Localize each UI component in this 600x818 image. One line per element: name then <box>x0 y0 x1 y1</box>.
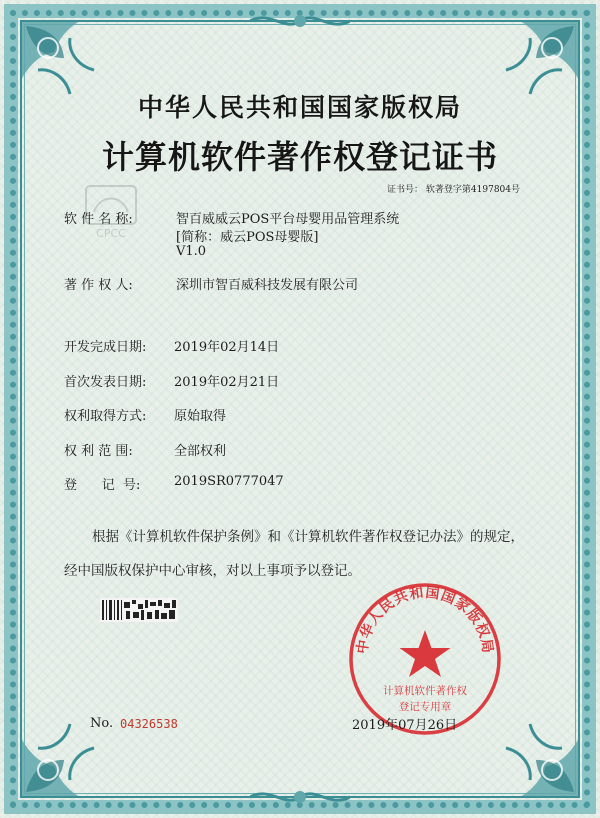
first-publish-date-value: 2019年02月21日 <box>174 375 280 390</box>
bottom-center-ornament <box>250 784 350 810</box>
certificate-title: 计算机软件著作权登记证书 <box>101 138 498 176</box>
certificate-number: 证书号： 软著登字第4197804号 <box>387 185 520 195</box>
registration-statement: 根据《计算机软件保护条例》和《计算机软件著作权登记办法》的规定，经中国版权保护中心审核，对以上事项予以登记。 <box>64 529 524 579</box>
rights-scope-label: 权 利 范 围: <box>64 444 133 459</box>
registration-number-label: 登 记 号: <box>64 478 141 493</box>
issue-date: 2019年07月26日 <box>352 718 458 733</box>
software-short-name-value: [简称：威云POS母婴版] <box>176 230 319 245</box>
software-version-value: V1.0 <box>176 244 207 259</box>
seal-star-icon <box>400 630 451 677</box>
acquisition-method-value: 原始取得 <box>174 409 227 424</box>
issuing-authority-title: 中华人民共和国国家版权局 <box>137 93 462 122</box>
barcode-image <box>100 598 178 622</box>
software-name-value: 智百威威云POS平台母婴用品管理系统 <box>176 212 400 227</box>
acquisition-method-label: 权利取得方式: <box>64 409 147 424</box>
registration-number-value: 2019SR0777047 <box>174 474 284 489</box>
copyright-owner-value: 深圳市智百威科技发展有限公司 <box>176 278 359 293</box>
software-name-label: 软 件 名 称: <box>64 212 133 227</box>
first-publish-date-label: 首次发表日期: <box>64 375 147 390</box>
seal-ring-text: 中华人民共和国国家版权局 <box>354 584 496 655</box>
top-center-ornament <box>250 8 350 34</box>
serial-number-value: 04326538 <box>120 717 178 731</box>
copyright-owner-label: 著 作 权 人: <box>64 278 133 293</box>
seal-center-text-line2: 登记专用章 <box>398 701 452 713</box>
completion-date-label: 开发完成日期: <box>64 340 147 355</box>
rights-scope-value: 全部权利 <box>174 444 227 459</box>
cpcc-watermark-text: CPCC <box>96 227 126 240</box>
serial-number-label: No. <box>90 716 114 731</box>
completion-date-value: 2019年02月14日 <box>174 340 280 355</box>
seal-center-text-line1: 计算机软件著作权 <box>383 685 467 697</box>
